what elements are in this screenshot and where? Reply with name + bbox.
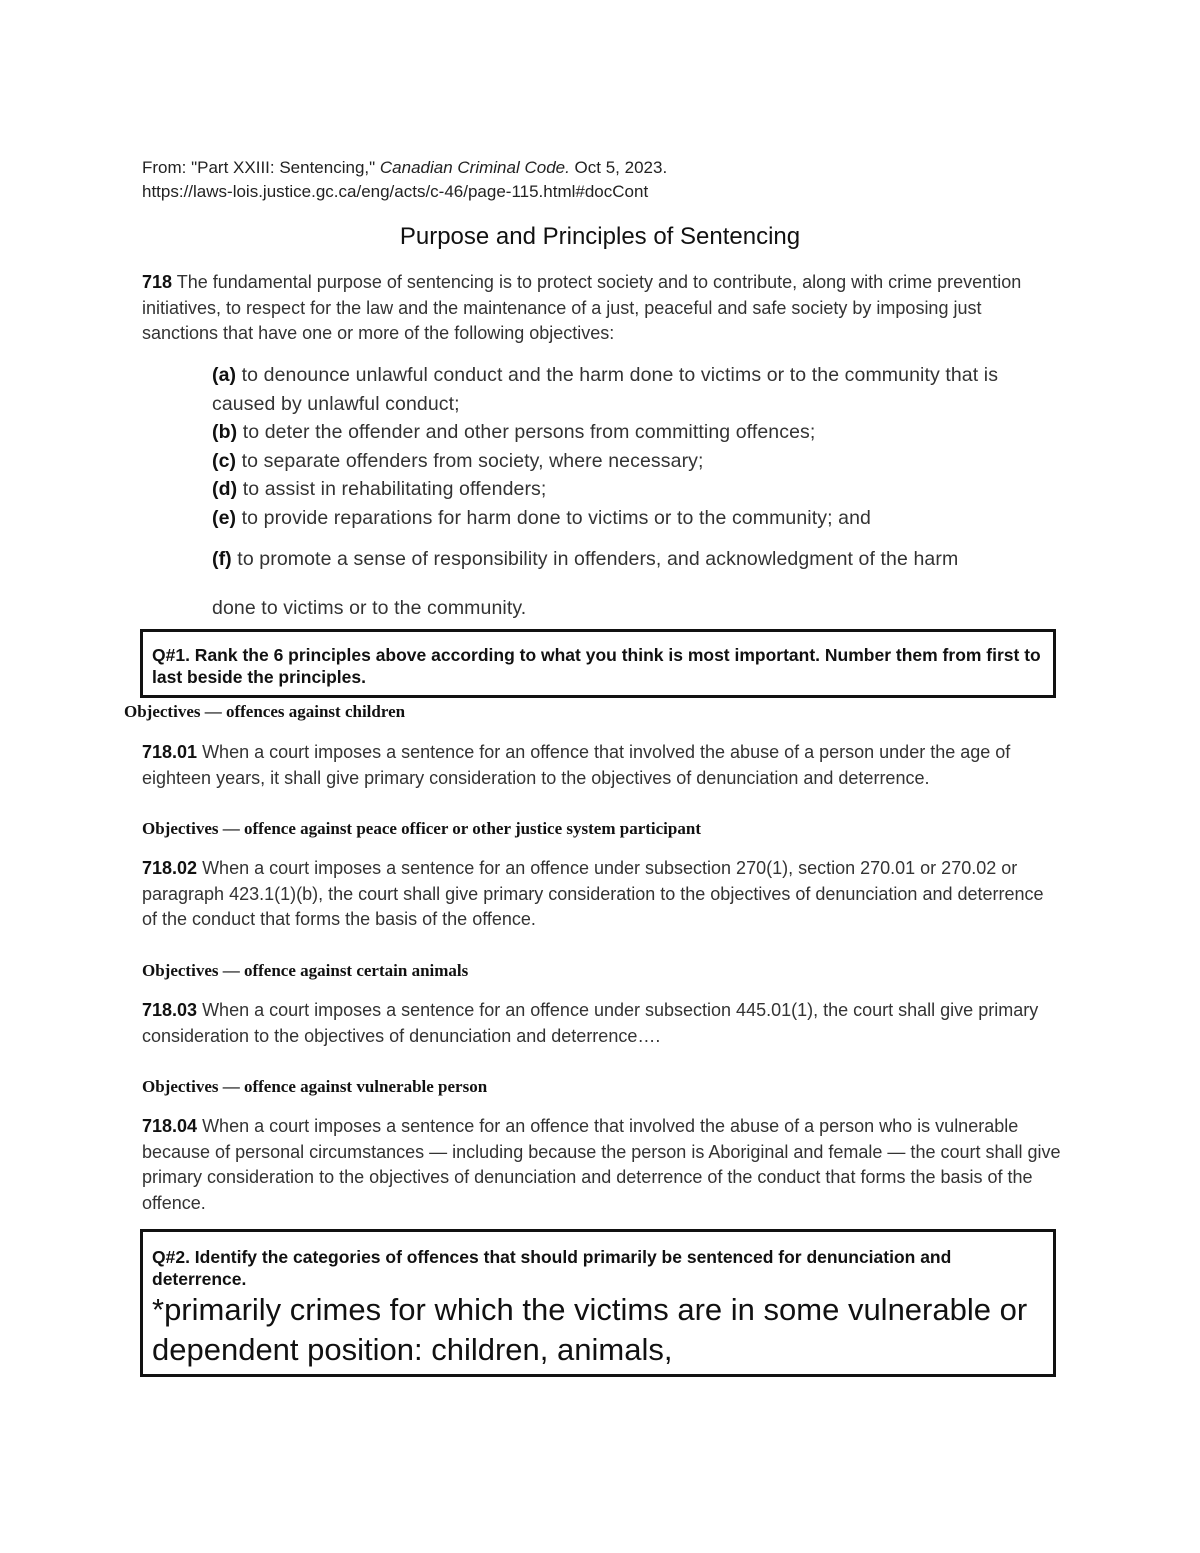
section-718-02: [142, 856, 1062, 933]
section-heading: Objectives — offences against children: [124, 702, 406, 721]
objective-text: to promote a sense of responsibility in offenders, and acknowledgment of the harm: [231, 548, 959, 570]
objective-item: [212, 504, 1062, 533]
objective-item: [212, 361, 1062, 418]
section-text: The fundamental purpose of sentencing is to protect society and to contribute, along with crime prevention initiatives, to respect for the law and the maintenance of a just, peaceful and safe society by imposing just sanctions that have one or more of the following objectives:: [142, 272, 1022, 343]
objective-text: to provide reparations for harm done to victims or to the community; and: [236, 506, 871, 529]
section-718-03: [142, 998, 1062, 1049]
section-718-04: [142, 1114, 1062, 1216]
objective-text: to denounce unlawful conduct and the harm done to victims or to the community that is caused by unlawful conduct;: [212, 364, 999, 415]
section-718-01: [142, 740, 1062, 791]
section-number: 718: [142, 272, 173, 292]
objective-label: (d): [212, 478, 238, 500]
section-number: 718.01: [142, 742, 198, 762]
section-text: When a court imposes a sentence for an offence that involved the abuse of a person under the age of eighteen years, it shall give primary consideration to the objectives of denunciation and deterrence.: [142, 742, 1011, 788]
section-number: 718.02: [142, 858, 198, 878]
question-1-text: Q#1. Rank the 6 principles above according to what you think is most important. Number them from first to last beside the principles.: [152, 645, 1041, 687]
objective-continuation: done to victims or to the community.: [212, 597, 527, 619]
section-text: When a court imposes a sentence for an offence under subsection 270(1), section 270.01 or 270.02 or paragraph 423.1(1)(b), the court shall give primary consideration to the objectives of denunciation and deterrence of the conduct that forms the basis of the offence.: [142, 858, 1044, 929]
objective-label: (b): [212, 421, 238, 443]
question-2-text: Q#2. Identify the categories of offences that should primarily be sentenced for denunciation and deterrence.: [152, 1247, 952, 1289]
source-prefix: From: "Part XXIII: Sentencing,": [142, 158, 380, 177]
section-heading: Objectives — offence against certain animals: [142, 961, 469, 980]
section-718: [142, 270, 1062, 347]
objective-item: [212, 545, 1062, 574]
objectives-list: [212, 361, 1062, 532]
question-2-answer: *primarily crimes for which the victims are in some vulnerable or dependent position: children, animals,: [152, 1292, 1028, 1367]
objective-text: to deter the offender and other persons from committing offences;: [237, 421, 816, 443]
section-heading: Objectives — offence against vulnerable person: [142, 1077, 488, 1096]
section-text: When a court imposes a sentence for an offence that involved the abuse of a person who is vulnerable because of personal circumstances — including because the person is Aboriginal and female — the court shall give primary consideration to the objectives of denunciation and deterrence of the conduct that forms the basis of the offence.: [142, 1116, 1061, 1213]
page-title: Purpose and Principles of Sentencing: [399, 223, 801, 250]
source-date: Oct 5, 2023.: [569, 158, 668, 177]
question-1-box: [140, 629, 1056, 698]
section-number: 718.03: [142, 1000, 198, 1020]
section-heading: Objectives — offence against peace officer or other justice system participant: [142, 819, 701, 838]
section-number: 718.04: [142, 1116, 198, 1136]
objective-item: [212, 418, 1062, 447]
objective-label: (a): [212, 364, 237, 386]
section-text: When a court imposes a sentence for an offence under subsection 445.01(1), the court shall give primary consideration to the objectives of denunciation and deterrence….: [142, 1000, 1039, 1046]
objective-item: [212, 475, 1062, 504]
objective-label: (f): [212, 548, 232, 570]
objective-text: to assist in rehabilitating offenders;: [237, 478, 547, 500]
objective-label: (e): [212, 506, 237, 529]
objective-item: [212, 447, 1062, 476]
source-work-title: Canadian Criminal Code.: [379, 158, 570, 177]
question-2-box: [140, 1229, 1056, 1377]
source-citation: [142, 156, 667, 180]
source-url: https://laws-lois.justice.gc.ca/eng/acts/c-46/page-115.html#docCont: [142, 182, 649, 201]
objective-text: to separate offenders from society, where necessary;: [236, 449, 704, 472]
objective-label: (c): [212, 449, 237, 472]
